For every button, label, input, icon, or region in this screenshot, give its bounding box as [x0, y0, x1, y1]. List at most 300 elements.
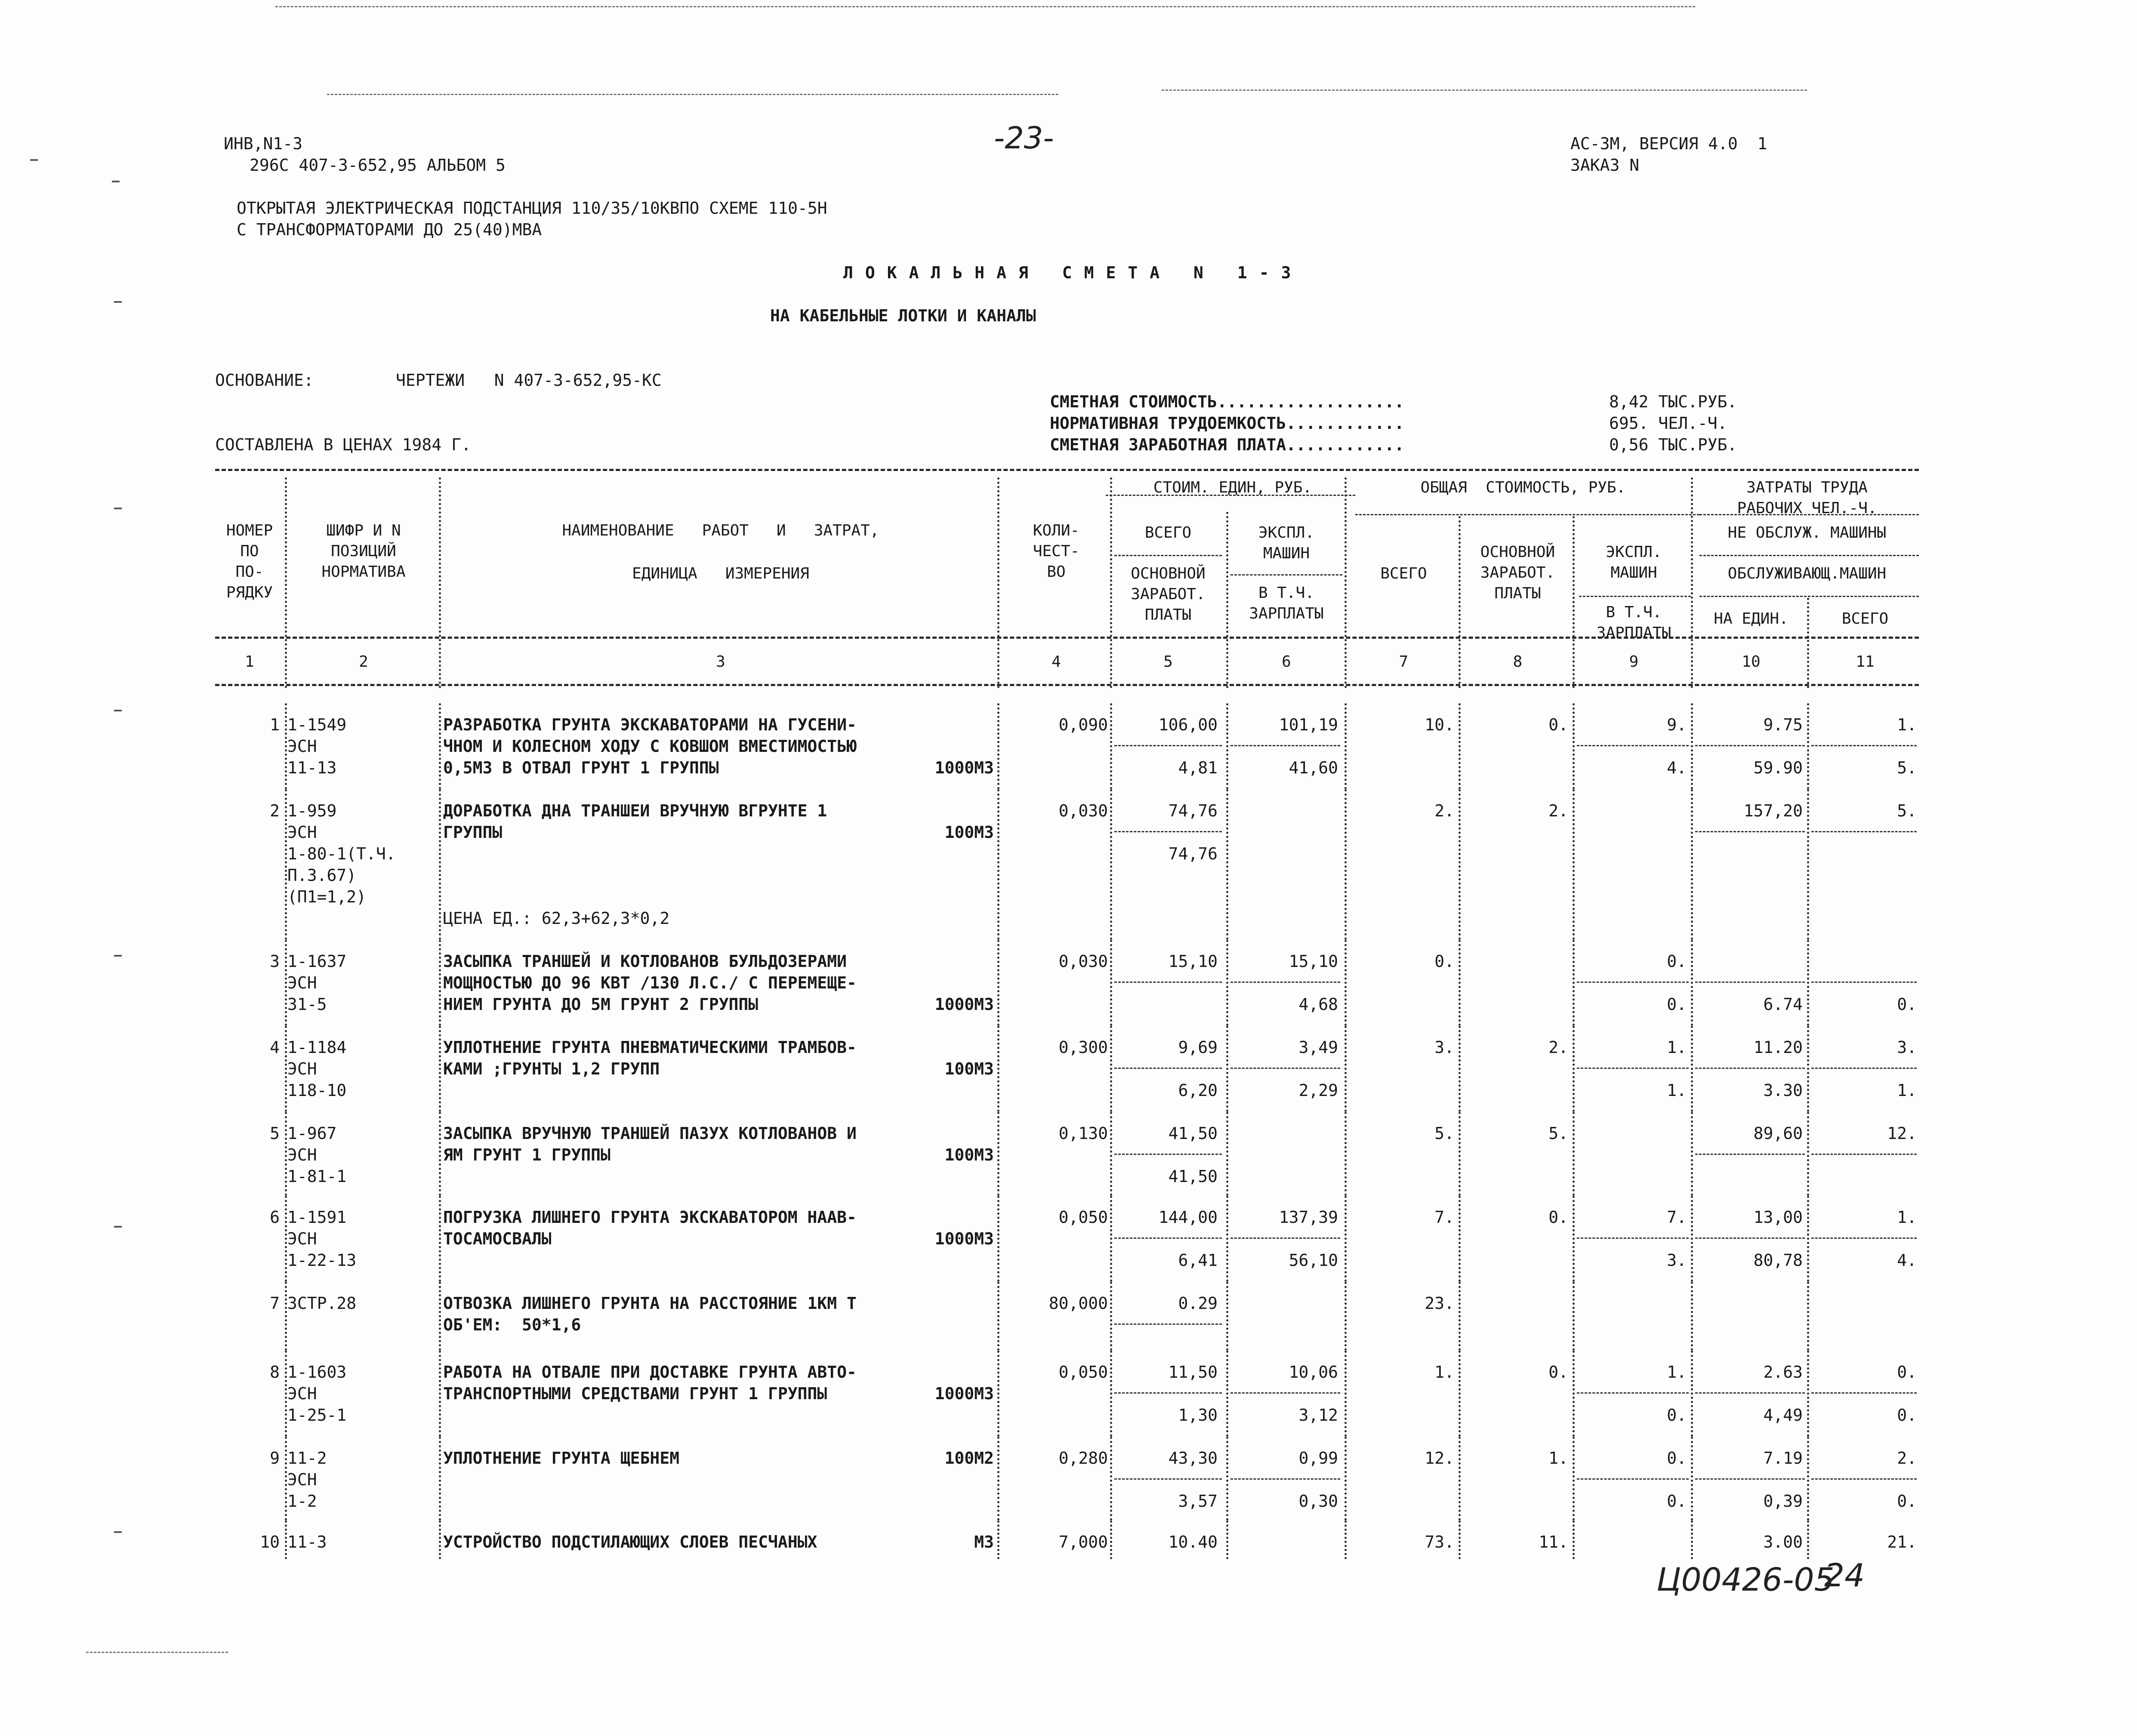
cell-divider	[1695, 1237, 1805, 1239]
cell-divider	[1230, 1237, 1340, 1239]
order-number: ЗАКАЗ N	[1570, 156, 1640, 175]
row-number: 5	[270, 1124, 280, 1143]
column-separator	[1110, 1026, 1112, 1112]
header-row-number: НОМЕР ПО ПО- РЯДКУ	[226, 522, 273, 601]
unit-base-wages: 6,41	[1178, 1251, 1218, 1270]
unit-cost-total: 144,00	[1158, 1208, 1218, 1227]
scan-edge-line	[1162, 89, 1807, 91]
column-separator	[1226, 1282, 1228, 1351]
labor-per-unit: 2.63	[1763, 1363, 1803, 1382]
program-version: АС-3М, ВЕРСИЯ 4.0 1	[1570, 134, 1767, 153]
column-number: 4	[1052, 653, 1061, 671]
header-group-rule	[1699, 596, 1919, 597]
column-separator	[1110, 1437, 1112, 1521]
column-separator	[1807, 1351, 1809, 1437]
header-unit-machine-wages: В Т.Ч. ЗАРПЛАТЫ	[1249, 584, 1324, 622]
row-number: 9	[270, 1449, 280, 1468]
unit-machine-wages: 3,12	[1298, 1406, 1338, 1425]
labor-total: 0.	[1897, 1363, 1917, 1382]
column-separator	[439, 789, 441, 940]
cell-divider	[1811, 1068, 1917, 1069]
column-number: 8	[1513, 653, 1523, 671]
total-wages: 2.	[1548, 1038, 1568, 1057]
column-separator	[1807, 1196, 1809, 1282]
quantity: 0,050	[1058, 1363, 1108, 1382]
labor-per-unit-operators: 6.74	[1763, 995, 1803, 1014]
unit-cost-total: 106,00	[1158, 715, 1218, 734]
labor-per-unit: 7.19	[1763, 1449, 1803, 1468]
unit-cost-machines: 15,10	[1289, 952, 1338, 971]
cell-divider	[1811, 1237, 1917, 1239]
column-separator	[439, 1026, 441, 1112]
column-separator	[1226, 1437, 1228, 1521]
unit-base-wages: 6,20	[1178, 1081, 1218, 1100]
unit-cost-total: 0.29	[1178, 1294, 1218, 1313]
cell-divider	[1695, 831, 1805, 832]
project-title: ОТКРЫТАЯ ЭЛЕКТРИЧЕСКАЯ ПОДСТАНЦИЯ 110/35/10КВПО СХЕМЕ 110-5Н	[237, 199, 827, 218]
labor-per-unit: 89,60	[1753, 1124, 1803, 1143]
header-sub-rule	[1114, 555, 1222, 556]
header-quantity: КОЛИ- ЧЕСТ- ВО	[1033, 522, 1080, 581]
column-separator	[1573, 1437, 1575, 1521]
column-separator	[1807, 1521, 1809, 1559]
column-separator	[1691, 789, 1693, 940]
header-labor-workers: НЕ ОБСЛУЖ. МАШИНЫ	[1727, 524, 1887, 542]
column-separator	[1691, 1112, 1693, 1196]
column-separator	[1573, 703, 1575, 789]
column-separator	[1691, 940, 1693, 1026]
column-separator	[1344, 1351, 1347, 1437]
table-top-rule	[215, 469, 1919, 471]
unit-cost-total: 11,50	[1168, 1363, 1218, 1382]
column-separator	[1110, 1112, 1112, 1196]
column-separator	[1459, 1196, 1461, 1282]
column-separator	[1691, 1437, 1693, 1521]
archive-code: Ц00426-05	[1656, 1561, 1835, 1598]
column-separator	[1807, 1282, 1809, 1351]
margin-mark	[114, 508, 122, 509]
header-unit-wages: ОСНОВНОЙ ЗАРАБОТ. ПЛАТЫ	[1131, 565, 1206, 624]
total-cost: 23.	[1425, 1294, 1454, 1313]
norm-code: 1-967 ЭСН 1-81-1	[287, 1124, 347, 1186]
cell-divider	[1577, 1068, 1689, 1069]
column-separator	[1807, 703, 1809, 789]
work-name: УСТРОЙСТВО ПОДСТИЛАЮЩИХ СЛОЕВ ПЕСЧАНЫХ	[443, 1533, 817, 1551]
unit-cost-total: 10.40	[1168, 1533, 1218, 1551]
unit-cost-total: 9,69	[1178, 1038, 1218, 1057]
summary-label: СМЕТНАЯ ЗАРАБОТНАЯ ПЛАТА............	[1050, 435, 1404, 454]
work-name: РАЗРАБОТКА ГРУНТА ЭКСКАВАТОРАМИ НА ГУСЕНИ- ЧНОМ И КОЛЕСНОМ ХОДУ С КОВШОМ ВМЕСТИМОСТЬЮ 0,5М3 В ОТВАЛ ГРУНТ 1 ГРУППЫ	[443, 715, 857, 777]
column-separator	[1110, 1521, 1112, 1559]
column-number: 7	[1399, 653, 1409, 671]
total-machines: 1.	[1667, 1363, 1687, 1382]
total-cost: 3.	[1434, 1038, 1454, 1057]
column-separator	[439, 477, 441, 688]
work-name: УПЛОТНЕНИЕ ГРУНТА ЩЕБНЕМ	[443, 1449, 680, 1468]
column-number: 2	[359, 653, 368, 671]
column-separator	[1691, 1196, 1693, 1282]
column-separator	[439, 1196, 441, 1282]
labor-per-unit: 13,00	[1753, 1208, 1803, 1227]
column-separator	[1344, 1196, 1347, 1282]
cell-divider	[1577, 745, 1689, 746]
norm-code: 1-1549 ЭСН 11-13	[287, 715, 347, 777]
total-cost: 10.	[1425, 715, 1454, 734]
labor-total-operators: 4.	[1897, 1251, 1917, 1270]
quantity: 80,000	[1048, 1294, 1108, 1313]
labor-total: 1.	[1897, 715, 1917, 734]
column-separator	[1573, 516, 1575, 688]
column-separator	[1344, 1026, 1347, 1112]
total-machine-wages: 3.	[1667, 1251, 1687, 1270]
cell-divider	[1811, 745, 1917, 746]
measure-unit: 100М3	[944, 823, 994, 842]
labor-total-operators: 1.	[1897, 1081, 1917, 1100]
labor-per-unit-operators: 3.30	[1763, 1081, 1803, 1100]
labor-total-operators: 0.	[1897, 1492, 1917, 1511]
quantity: 0,300	[1058, 1038, 1108, 1057]
measure-unit: 1000М3	[934, 1384, 994, 1403]
work-name: ЗАСЫПКА ВРУЧНУЮ ТРАНШЕЙ ПАЗУХ КОТЛОВАНОВ И ЯМ ГРУНТ 1 ГРУППЫ	[443, 1124, 857, 1164]
cell-divider	[1695, 982, 1805, 983]
cell-divider	[1114, 1392, 1222, 1394]
column-separator	[1691, 1521, 1693, 1559]
norm-code: ЗСТР.28	[287, 1294, 357, 1313]
column-separator	[1807, 598, 1809, 688]
cell-divider	[1577, 1478, 1689, 1480]
quantity: 7,000	[1058, 1533, 1108, 1551]
work-name: ПОГРУЗКА ЛИШНЕГО ГРУНТА ЭКСКАВАТОРОМ НААВ- ТОСАМОСВАЛЫ	[443, 1208, 857, 1248]
cell-divider	[1114, 1237, 1222, 1239]
cell-divider	[1230, 982, 1340, 983]
header-labor-operators: ОБСЛУЖИВАЮЩ.МАШИН	[1727, 565, 1887, 582]
row-number: 10	[260, 1533, 280, 1551]
labor-per-unit: 3.00	[1763, 1533, 1803, 1551]
work-name: УПЛОТНЕНИЕ ГРУНТА ПНЕВМАТИЧЕСКИМИ ТРАМБОВ- КАМИ ;ГРУНТЫ 1,2 ГРУПП	[443, 1038, 857, 1078]
cell-divider	[1230, 1478, 1340, 1480]
header-unit-machines: ЭКСПЛ. МАШИН	[1258, 524, 1315, 562]
cell-divider	[1114, 1068, 1222, 1069]
labor-per-unit: 9.75	[1763, 715, 1803, 734]
column-separator	[285, 477, 287, 688]
total-wages: 11.	[1539, 1533, 1568, 1551]
column-separator	[439, 940, 441, 1026]
summary-label: СМЕТНАЯ СТОИМОСТЬ...................	[1050, 392, 1404, 411]
basis-label: ОСНОВАНИЕ:	[215, 371, 314, 390]
quantity: 0,030	[1058, 952, 1108, 971]
column-separator	[1573, 789, 1575, 940]
column-separator	[1459, 1026, 1461, 1112]
total-machines: 7.	[1667, 1208, 1687, 1227]
cell-divider	[1114, 1154, 1222, 1155]
column-separator	[1459, 1437, 1461, 1521]
column-separator	[1691, 1026, 1693, 1112]
labor-per-unit: 157,20	[1743, 801, 1803, 820]
column-separator	[1691, 703, 1693, 789]
column-separator	[1807, 1437, 1809, 1521]
column-number: 3	[716, 653, 725, 671]
scan-edge-line	[275, 6, 1695, 7]
header-total: ВСЕГО	[1380, 565, 1427, 582]
total-cost: 1.	[1434, 1363, 1454, 1382]
header-unit: ЕДИНИЦА ИЗМЕРЕНИЯ	[632, 565, 809, 582]
work-name: РАБОТА НА ОТВАЛЕ ПРИ ДОСТАВКЕ ГРУНТА АВТО- ТРАНСПОРТНЫМИ СРЕДСТВАМИ ГРУНТ 1 ГРУППЫ	[443, 1363, 857, 1403]
norm-code: 1-1637 ЭСН 31-5	[287, 952, 347, 1014]
labor-per-unit-operators: 4,49	[1763, 1406, 1803, 1425]
labor-total-operators: 0.	[1897, 995, 1917, 1014]
measure-unit: 100М3	[944, 1059, 994, 1078]
margin-mark	[30, 159, 38, 161]
unit-machine-wages: 2,29	[1298, 1081, 1338, 1100]
work-name: ОТВОЗКА ЛИШНЕГО ГРУНТА НА РАССТОЯНИЕ 1КМ Т ОБ'ЕМ: 50*1,6	[443, 1294, 857, 1334]
prices-basis: СОСТАВЛЕНА В ЦЕНАХ 1984 Г.	[215, 435, 471, 454]
column-separator	[1110, 1351, 1112, 1437]
column-number: 10	[1742, 653, 1761, 671]
total-wages: 0.	[1548, 1363, 1568, 1382]
column-separator	[1459, 789, 1461, 940]
column-separator	[285, 940, 287, 1026]
column-separator	[1226, 703, 1228, 789]
cell-divider	[1695, 745, 1805, 746]
unit-cost-machines: 101,19	[1279, 715, 1338, 734]
column-separator	[1110, 940, 1112, 1026]
header-labor-per-unit: НА ЕДИН.	[1714, 610, 1789, 628]
unit-cost-total: 15,10	[1168, 952, 1218, 971]
row-number: 3	[270, 952, 280, 971]
column-separator	[1807, 1026, 1809, 1112]
unit-cost-total: 41,50	[1168, 1124, 1218, 1143]
header-total-cost-group: ОБЩАЯ СТОИМОСТЬ, РУБ.	[1420, 479, 1626, 496]
summary-value: 0,56 ТЫС.РУБ.	[1609, 435, 1737, 454]
unit-cost-total: 43,30	[1168, 1449, 1218, 1468]
cell-divider	[1577, 1392, 1689, 1394]
row-number: 1	[270, 715, 280, 734]
column-separator	[1226, 1196, 1228, 1282]
total-machine-wages: 0.	[1667, 1492, 1687, 1511]
column-separator	[439, 1437, 441, 1521]
header-group-rule	[1699, 555, 1919, 556]
norm-code: 1-1603 ЭСН 1-25-1	[287, 1363, 347, 1425]
unit-machine-wages: 41,60	[1289, 758, 1338, 777]
header-sub-rule	[1230, 574, 1342, 576]
column-separator	[1459, 703, 1461, 789]
quantity: 0,090	[1058, 715, 1108, 734]
cell-divider	[1114, 982, 1222, 983]
labor-total: 3.	[1897, 1038, 1917, 1057]
unit-machine-wages: 56,10	[1289, 1251, 1338, 1270]
column-separator	[1459, 1521, 1461, 1559]
column-separator	[1573, 940, 1575, 1026]
header-total-wages: ОСНОВНОЙ ЗАРАБОТ. ПЛАТЫ	[1480, 543, 1555, 602]
header-unit-total: ВСЕГО	[1144, 524, 1192, 542]
column-separator	[285, 1282, 287, 1351]
column-separator	[1573, 1196, 1575, 1282]
cell-divider	[1114, 745, 1222, 746]
measure-unit: 100М2	[944, 1449, 994, 1468]
column-separator	[1807, 1112, 1809, 1196]
unit-cost-machines: 3,49	[1298, 1038, 1338, 1057]
column-separator	[1110, 703, 1112, 789]
norm-code: 11-3	[287, 1533, 327, 1551]
margin-mark	[114, 1531, 122, 1533]
column-separator	[1344, 477, 1347, 688]
scan-edge-line	[86, 1652, 228, 1653]
margin-mark	[114, 955, 122, 957]
column-separator	[1226, 789, 1228, 940]
column-separator	[439, 1521, 441, 1559]
labor-total: 12.	[1887, 1124, 1917, 1143]
total-wages: 0.	[1548, 715, 1568, 734]
total-cost: 73.	[1425, 1533, 1454, 1551]
quantity: 0,280	[1058, 1449, 1108, 1468]
project-subtitle: С ТРАНСФОРМАТОРАМИ ДО 25(40)МВА	[237, 220, 542, 239]
header-unit-cost-group: СТОИМ. ЕДИН, РУБ.	[1153, 479, 1312, 496]
total-cost: 2.	[1434, 801, 1454, 820]
labor-per-unit-operators: 80,78	[1753, 1251, 1803, 1270]
labor-total: 21.	[1887, 1533, 1917, 1551]
unit-cost-machines: 0,99	[1298, 1449, 1338, 1468]
row-number: 2	[270, 801, 280, 820]
column-separator	[1573, 1112, 1575, 1196]
column-separator	[1226, 1026, 1228, 1112]
total-wages: 5.	[1548, 1124, 1568, 1143]
header-sub-rule	[1579, 596, 1691, 597]
total-machine-wages: 1.	[1667, 1081, 1687, 1100]
column-separator	[1344, 1437, 1347, 1521]
labor-total-operators: 5.	[1897, 758, 1917, 777]
total-wages: 0.	[1548, 1208, 1568, 1227]
norm-code: 1-1184 ЭСН 118-10	[287, 1038, 347, 1100]
labor-per-unit-operators: 59.90	[1753, 758, 1803, 777]
header-group-rule	[1355, 514, 1699, 515]
cell-divider	[1230, 1392, 1340, 1394]
total-machines: 9.	[1667, 715, 1687, 734]
column-separator	[1807, 789, 1809, 940]
measure-unit: 1000М3	[934, 1229, 994, 1248]
cell-divider	[1811, 1154, 1917, 1155]
total-machines: 0.	[1667, 952, 1687, 971]
row-number: 7	[270, 1294, 280, 1313]
labor-total-operators: 0.	[1897, 1406, 1917, 1425]
labor-per-unit-operators: 0,39	[1763, 1492, 1803, 1511]
column-separator	[285, 1351, 287, 1437]
total-machine-wages: 4.	[1667, 758, 1687, 777]
header-total-machines: ЭКСПЛ. МАШИН	[1606, 543, 1662, 582]
column-separator	[1226, 512, 1228, 688]
column-number: 9	[1629, 653, 1639, 671]
total-wages: 2.	[1548, 801, 1568, 820]
inventory-number: ИНВ,N1-3	[224, 134, 303, 153]
labor-total: 2.	[1897, 1449, 1917, 1468]
cell-divider	[1577, 982, 1689, 983]
sheet-number: 24	[1824, 1557, 1865, 1594]
header-norm-code: ШИФР И N ПОЗИЦИЙ НОРМАТИВА	[321, 522, 406, 581]
header-labor-group: ЗАТРАТЫ ТРУДА РАБОЧИХ ЧЕЛ.-Ч.	[1737, 479, 1877, 517]
cell-divider	[1114, 1324, 1222, 1325]
unit-base-wages: 74,76	[1168, 844, 1218, 863]
measure-unit: М3	[974, 1533, 994, 1551]
column-number: 1	[245, 653, 254, 671]
total-cost: 5.	[1434, 1124, 1454, 1143]
unit-base-wages: 1,30	[1178, 1406, 1218, 1425]
total-cost: 0.	[1434, 952, 1454, 971]
margin-mark	[114, 1226, 122, 1228]
column-separator	[1459, 940, 1461, 1026]
labor-per-unit: 11.20	[1753, 1038, 1803, 1057]
basis-value: ЧЕРТЕЖИ N 407-3-652,95-КС	[396, 371, 662, 390]
unit-cost-machines: 10,06	[1289, 1363, 1338, 1382]
header-labor-total: ВСЕГО	[1841, 610, 1889, 628]
total-machine-wages: 0.	[1667, 1406, 1687, 1425]
unit-base-wages: 4,81	[1178, 758, 1218, 777]
column-separator	[1459, 1351, 1461, 1437]
column-separator	[1226, 1521, 1228, 1559]
column-number: 11	[1856, 653, 1875, 671]
unit-machine-wages: 4,68	[1298, 995, 1338, 1014]
column-separator	[439, 1112, 441, 1196]
column-separator	[1573, 1282, 1575, 1351]
total-cost: 12.	[1425, 1449, 1454, 1468]
cell-divider	[1695, 1068, 1805, 1069]
column-separator	[1807, 940, 1809, 1026]
column-separator	[285, 1196, 287, 1282]
column-separator	[1573, 1521, 1575, 1559]
header-total-machine-wages: В Т.Ч. ЗАРПЛАТЫ	[1596, 603, 1671, 642]
estimate-subtitle: НА КАБЕЛЬНЫЕ ЛОТКИ И КАНАЛЫ	[770, 306, 1036, 325]
norm-code: 1-959 ЭСН 1-80-1(Т.Ч. П.3.67) (П1=1,2)	[287, 801, 396, 906]
header-work-name: НАИМЕНОВАНИЕ РАБОТ И ЗАТРАТ,	[562, 522, 879, 539]
column-separator	[439, 1351, 441, 1437]
total-machine-wages: 0.	[1667, 995, 1687, 1014]
column-number: 5	[1163, 653, 1173, 671]
quantity: 0,130	[1058, 1124, 1108, 1143]
quantity: 0,030	[1058, 801, 1108, 820]
cell-divider	[1811, 1392, 1917, 1394]
labor-total: 5.	[1897, 801, 1917, 820]
margin-mark	[112, 181, 120, 182]
column-separator	[1344, 1112, 1347, 1196]
total-machines: 1.	[1667, 1038, 1687, 1057]
cell-divider	[1114, 831, 1222, 832]
cell-divider	[1114, 1478, 1222, 1480]
column-separator	[1344, 1282, 1347, 1351]
column-separator	[285, 1437, 287, 1521]
margin-mark	[114, 301, 122, 303]
column-separator	[1691, 477, 1693, 688]
quantity: 0,050	[1058, 1208, 1108, 1227]
column-separator	[1459, 1282, 1461, 1351]
album-reference: 296С 407-3-652,95 АЛЬБОМ 5	[250, 156, 506, 175]
cell-divider	[1811, 982, 1917, 983]
column-separator	[1573, 1351, 1575, 1437]
column-separator	[1110, 477, 1112, 688]
measure-unit: 1000М3	[934, 995, 994, 1014]
column-separator	[1226, 940, 1228, 1026]
cell-divider	[1230, 745, 1340, 746]
column-separator	[285, 1026, 287, 1112]
cell-divider	[1695, 1154, 1805, 1155]
summary-value: 695. ЧЕЛ.-Ч.	[1609, 414, 1727, 433]
work-name: ДОРАБОТКА ДНА ТРАНШЕИ ВРУЧНУЮ ВГРУНТЕ 1 ГРУППЫ	[443, 801, 827, 842]
unit-cost-total: 74,76	[1168, 801, 1218, 820]
column-number: 6	[1282, 653, 1291, 671]
column-separator	[1344, 789, 1347, 940]
cell-divider	[1695, 1392, 1805, 1394]
row-number: 8	[270, 1363, 280, 1382]
labor-total: 1.	[1897, 1208, 1917, 1227]
column-separator	[1459, 1112, 1461, 1196]
measure-unit: 100М3	[944, 1145, 994, 1164]
